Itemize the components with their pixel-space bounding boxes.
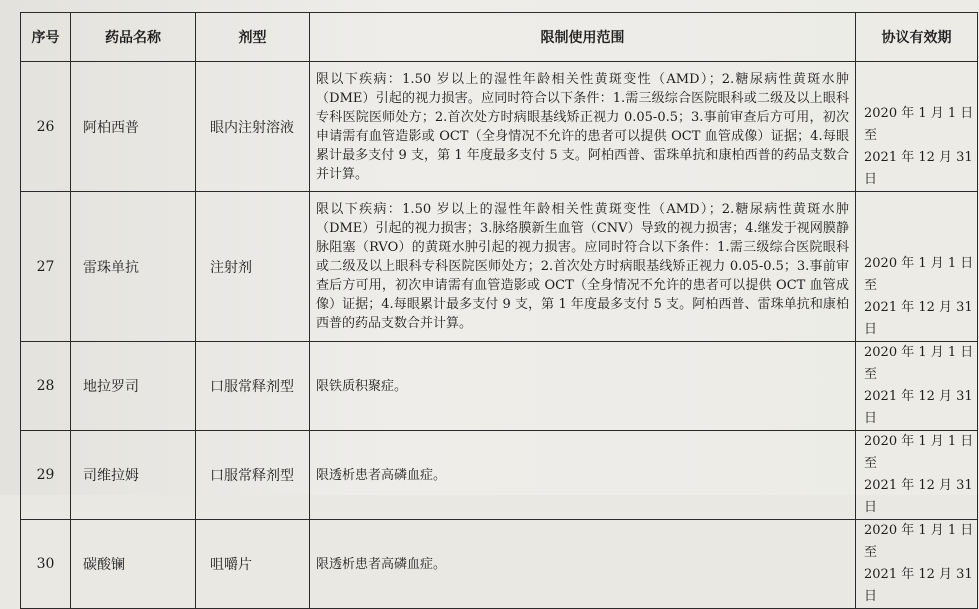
row-validity bbox=[856, 431, 978, 520]
validity-end: 2021 年 12 月 31 日 bbox=[864, 567, 973, 604]
row-validity bbox=[856, 62, 978, 192]
table-row bbox=[21, 192, 978, 342]
table-row bbox=[21, 520, 978, 609]
row-scope: 限以下疾病：1.50 岁以上的湿性年龄相关性黄斑变性（AMD）；2.糖尿病性黄斑水肿（DME）引起的视力损害；3.脉络膜新生血管（CNV）导致的视力损害；4.继发于视网膜静脉阻塞（RVO）的黄斑水肿引起的视力损害。应同时符合以下条件：1.需三级综合医院眼科或二级及以上眼科专科医院医师处方；2.首次处方时病眼基线矫正视力 0.05-0.5；3.事前审查后方可用，初次申请需有血管造影或 OCT（全身情况不允许的患者可以提供 OCT 血管成像）证据；4.每眼累计最多支付 9 支，第 1 年度最多支付 5 支。阿柏西普、雷珠单抗和康柏西普的药品支数合并计算。 bbox=[310, 192, 856, 342]
drug-table bbox=[20, 12, 978, 609]
row-scope: 限以下疾病：1.50 岁以上的湿性年龄相关性黄斑变性（AMD）；2.糖尿病性黄斑水肿（DME）引起的视力损害。应同时符合以下条件：1.需三级综合医院眼科或二级及以上眼科专科医院医师处方；2.首次处方时病眼基线矫正视力 0.05-0.5；3.事前审查后方可用，初次申请需有血管造影或 OCT（全身情况不允许的患者可以提供 OCT 血管成像）证据；4.每眼累计最多支付 9 支，第 1 年度最多支付 5 支。阿柏西普、雷珠单抗和康柏西普的药品支数合并计算。 bbox=[310, 62, 856, 192]
validity-start: 2020 年 1 月 1 日至 bbox=[864, 345, 974, 382]
row-no: 26 bbox=[21, 62, 71, 192]
row-scope: 限透析患者高磷血症。 bbox=[310, 520, 856, 609]
validity-end: 2021 年 12 月 31 日 bbox=[864, 150, 973, 187]
validity-end: 2021 年 12 月 31 日 bbox=[864, 300, 973, 337]
row-validity bbox=[856, 342, 978, 431]
header-row bbox=[21, 13, 978, 62]
validity-start: 2020 年 1 月 1 日至 bbox=[864, 434, 974, 471]
table-row bbox=[21, 342, 978, 431]
validity-start: 2020 年 1 月 1 日至 bbox=[864, 106, 974, 143]
row-dosage-form: 口服常释剂型 bbox=[196, 431, 310, 520]
validity-start: 2020 年 1 月 1 日至 bbox=[864, 256, 974, 293]
table-row bbox=[21, 62, 978, 192]
validity-start: 2020 年 1 月 1 日至 bbox=[864, 523, 974, 560]
table-row bbox=[21, 431, 978, 520]
header-no: 序号 bbox=[21, 13, 71, 62]
header-form: 剂型 bbox=[196, 13, 310, 62]
row-scope: 限铁质积聚症。 bbox=[310, 342, 856, 431]
row-dosage-form: 眼内注射溶液 bbox=[196, 62, 310, 192]
row-dosage-form: 口服常释剂型 bbox=[196, 342, 310, 431]
header-scope: 限制使用范围 bbox=[310, 13, 856, 62]
row-dosage-form: 咀嚼片 bbox=[196, 520, 310, 609]
row-dosage-form: 注射剂 bbox=[196, 192, 310, 342]
row-drug-name: 司维拉姆 bbox=[71, 431, 196, 520]
row-validity bbox=[856, 192, 978, 342]
header-name: 药品名称 bbox=[71, 13, 196, 62]
validity-end: 2021 年 12 月 31 日 bbox=[864, 389, 973, 426]
row-no: 27 bbox=[21, 192, 71, 342]
row-no: 28 bbox=[21, 342, 71, 431]
row-drug-name: 地拉罗司 bbox=[71, 342, 196, 431]
header-valid: 协议有效期 bbox=[856, 13, 978, 62]
row-validity bbox=[856, 520, 978, 609]
validity-end: 2021 年 12 月 31 日 bbox=[864, 478, 973, 515]
row-no: 30 bbox=[21, 520, 71, 609]
row-drug-name: 雷珠单抗 bbox=[71, 192, 196, 342]
row-drug-name: 阿柏西普 bbox=[71, 62, 196, 192]
row-scope: 限透析患者高磷血症。 bbox=[310, 431, 856, 520]
row-no: 29 bbox=[21, 431, 71, 520]
row-drug-name: 碳酸镧 bbox=[71, 520, 196, 609]
